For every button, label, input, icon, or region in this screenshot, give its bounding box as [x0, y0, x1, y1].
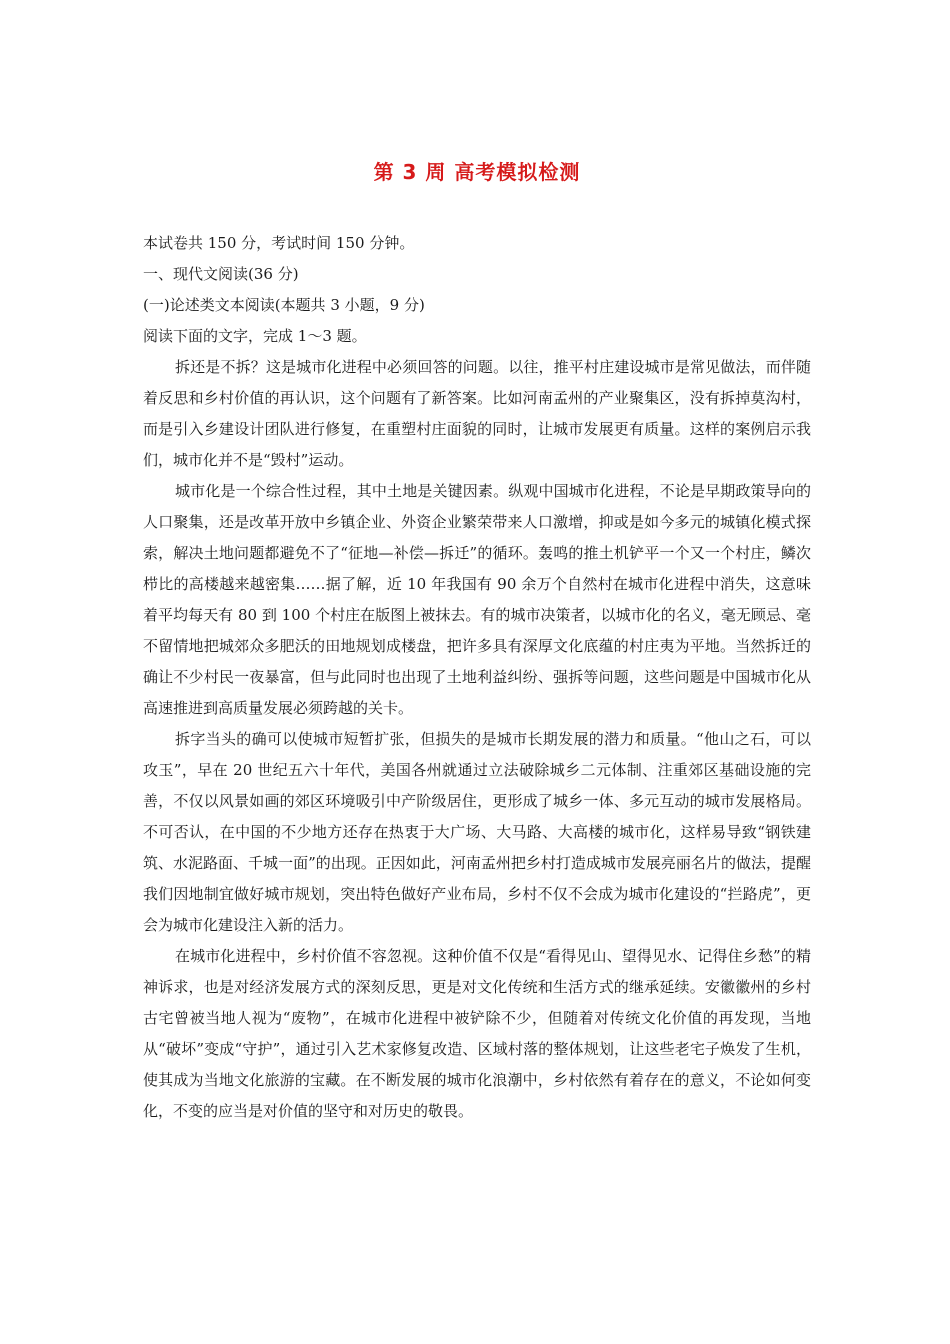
exam-info — [143, 228, 811, 352]
paragraph-4: 在城市化进程中，乡村价值不容忽视。这种价值不仅是“看得见山、望得见水、记得住乡愁”的精神诉求，也是对经济发展方式的深刻反思，更是对文化传统和生活方式的继承延续。安徽徽州的乡村古宅曾被当地人视为“废物”，在城市化进程中被铲除不少，但随着对传统文化价值的再发现，当地从“破坏”变成“守护”，通过引入艺术家修复改造、区域村落的整体规划，让这些老宅子焕发了生机，使其成为当地文化旅游的宝藏。在不断发展的城市化浪潮中，乡村依然有着存在的意义，不论如何变化，不变的应当是对价值的坚守和对历史的敬畏。 — [143, 947, 811, 1120]
page-title: 第 3 周 高考模拟检测 — [373, 160, 581, 184]
exam-score-time: 本试卷共 150 分，考试时间 150 分钟。 — [143, 234, 415, 252]
paragraph-1: 拆还是不拆？这是城市化进程中必须回答的问题。以往，推平村庄建设城市是常见做法，而伴随着反思和乡村价值的再认识，这个问题有了新答案。比如河南孟州的产业聚集区，没有拆掉莫沟村，而是引入乡建设计团队进行修复，在重塑村庄面貌的同时，让城市发展更有质量。这样的案例启示我们，城市化并不是“毁村”运动。 — [143, 358, 811, 469]
article-body — [143, 352, 811, 1127]
paragraph-3: 拆字当头的确可以使城市短暂扩张，但损失的是城市长期发展的潜力和质量。“他山之石，可以攻玉”，早在 20 世纪五六十年代，美国各州就通过立法破除城乡二元体制、注重郊区基础设施的完善，不仅以风景如画的郊区环境吸引中产阶级居住，更形成了城乡一体、多元互动的城市发展格局。不可否认，在中国的不少地方还存在热衷于大广场、大马路、大高楼的城市化，这样易导致“钢铁建筑、水泥路面、千城一面”的出现。正因如此，河南孟州把乡村打造成城市发展亮丽名片的做法，提醒我们因地制宜做好城市规划，突出特色做好产业布局，乡村不仅不会成为城市化建设的“拦路虎”，更会为城市化建设注入新的活力。 — [143, 730, 811, 934]
section-heading: 一、现代文阅读(36 分) — [143, 265, 299, 283]
subsection-heading: (一)论述类文本阅读(本题共 3 小题，9 分) — [143, 296, 425, 314]
paragraph-2: 城市化是一个综合性过程，其中土地是关键因素。纵观中国城市化进程，不论是早期政策导向的人口聚集，还是改革开放中乡镇企业、外资企业繁荣带来人口激增，抑或是如今多元的城镇化模式探索，解决土地问题都避免不了“征地—补偿—拆迁”的循环。轰鸣的推土机铲平一个又一个村庄，鳞次栉比的高楼越来越密集……据了解，近 10 年我国有 90 余万个自然村在城市化进程中消失，这意味着平均每天有 80 到 100 个村庄在版图上被抹去。有的城市决策者，以城市化的名义，毫无顾忌、毫不留情地把城郊众多肥沃的田地规划成楼盘，把许多具有深厚文化底蕴的村庄夷为平地。当然拆迁的确让不少村民一夜暴富，但与此同时也出现了土地利益纠纷、强拆等问题，这些问题是中国城市化从高速推进到高质量发展必须跨越的关卡。 — [143, 482, 811, 717]
reading-instruction: 阅读下面的文字，完成 1～3 题。 — [143, 327, 367, 345]
